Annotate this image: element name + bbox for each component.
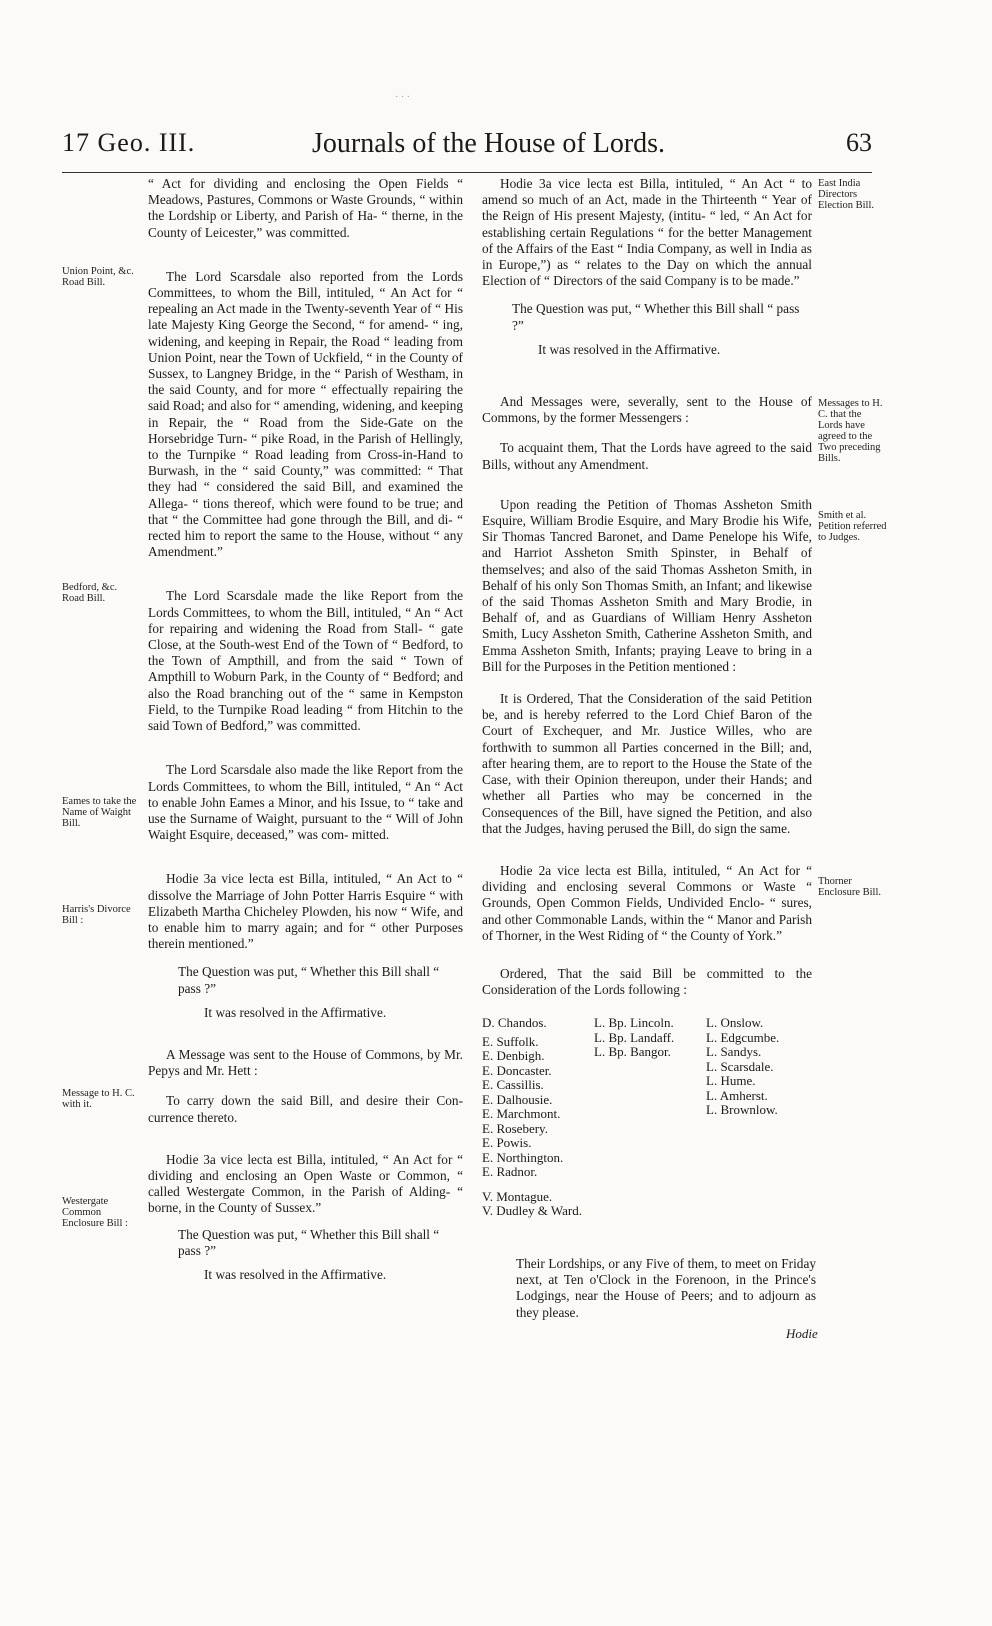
paragraph: Hodie 3a vice lecta est Billa, intituled, “ An Act to “ dissolve the Marriage of John Potter Harris Esquire “ with Elizabeth Martha Chicheley Plowden, his now “ Wife, and to enable him to marry again; and for “ other Purposes therein mentioned.”: [148, 871, 463, 952]
lords-column-2: [594, 1016, 674, 1060]
page-speckle: · · ·: [395, 92, 410, 103]
lord-name: L. Bp. Landaff.: [594, 1029, 675, 1045]
margin-note-harris: Harris's Divorce Bill :: [62, 904, 131, 926]
resolution-text: It was resolved in the Affirmative.: [204, 1266, 387, 1282]
lord-name: E. Powis.: [482, 1135, 532, 1150]
paragraph: Their Lordships, or any Five of them, to meet on Friday next, at Ten o'Clock in the Forenoon, in the Prince's Lodgings, near the House of Peers; and to adjourn as they please.: [516, 1256, 816, 1320]
paragraph: To carry down the said Bill, and desire their Con- currence thereto.: [148, 1093, 463, 1125]
lord-name: E. Radnor.: [482, 1164, 538, 1179]
right-column: [482, 176, 812, 1008]
question-text: The Question was put, “ Whether this Bill shall “ pass ?”: [178, 1226, 440, 1258]
margin-note-eames: Eames to take the Name of Waight Bill.: [62, 796, 137, 829]
margin-note-messages: Messages to H. C. that the Lords have agreed to the Two preceding Bills.: [818, 398, 883, 464]
running-title: Journals of the House of Lords.: [312, 128, 666, 159]
lord-name: E. Marchmont.: [482, 1106, 561, 1121]
paragraph: “ Act for dividing and enclosing the Open Fields “ Meadows, Pastures, Commons or Waste Grounds, “ within the Lordship or Liberty, and Parish of Ha- “ therne, in the County of Leicester,” was committed.: [148, 176, 463, 240]
lord-name: L. Onslow.: [706, 1015, 764, 1030]
catchword: Hodie: [786, 1326, 818, 1341]
regnal-year: 17 Geo. III.: [62, 128, 196, 157]
margin-note-smith: Smith et al. Petition referred to Judges.: [818, 510, 887, 543]
margin-note-thorner: Thorner Enclosure Bill.: [818, 876, 881, 898]
lord-name: E. Dalhousie.: [482, 1091, 553, 1107]
margin-note-union-point: Union Point, &c. Road Bill.: [62, 266, 134, 288]
paragraph: The Lord Scarsdale made the like Report from the Lords Committees, to whom the Bill, intituled, “ An “ Act for repairing and widening the Road from Stall- “ gate Close, at the South-west End of the Town of “ Bedford, to the Town of Ampthill, and from the said “ Town of Ampthill to Woburn Park, in the County of “ Bedford; and also the Road branching out of the “ same in Kempston Field, to the Turnpike Road leading “ from Hitchin to the said Town of Bedford,” was committed.: [148, 588, 463, 734]
lord-name: E. Cassillis.: [482, 1077, 544, 1092]
resolution-text: It was resolved in the Affirmative.: [538, 341, 721, 357]
lord-name: L. Amherst.: [706, 1087, 768, 1103]
paragraph: It is Ordered, That the Consideration of the said Petition be, and is hereby referred to the Lord Chief Baron of the Court of Exchequer, and Mr. Justice Willes, who are forthwith to summon all Parties concerned in the Bill; and, after hearing them, are to report to the House the State of the Case, with their Opinion thereupon, under their Hands; and whether all Parties who may be concerned in the Consequences of the Bill, have signed the Petition, and also that the Judges, having perused the Bill, do sign the same.: [482, 691, 812, 836]
lord-name: L. Scarsdale.: [706, 1058, 774, 1074]
lord-name: E. Northington.: [482, 1149, 564, 1165]
paragraph: The Lord Scarsdale also made the like Report from the Lords Committees, to whom the Bill, intituled, “ An “ Act to enable John Eames a Minor, and his Issue, to “ take and use the Surname of Waight, pursuant to the “ Will of John Waight Esquire, deceased,” was com- mitted.: [148, 762, 463, 843]
paragraph: A Message was sent to the House of Commons, by Mr. Pepys and Mr. Hett :: [148, 1046, 463, 1079]
lord-name: L. Hume.: [706, 1073, 756, 1088]
lord-name: L. Bp. Bangor.: [594, 1044, 671, 1059]
lord-name: E. Rosebery.: [482, 1120, 548, 1136]
lord-name: L. Edgcumbe.: [706, 1029, 780, 1045]
lord-name: E. Doncaster.: [482, 1062, 552, 1078]
paragraph: And Messages were, severally, sent to the House of Commons, by the former Messengers :: [482, 394, 812, 426]
page-header: [62, 128, 872, 173]
margin-note-westergate: Westergate Common Enclosure Bill :: [62, 1196, 128, 1229]
question-text: The Question was put, “ Whether this Bill shall “ pass ?”: [512, 301, 800, 333]
page-number: 63: [846, 128, 872, 157]
lord-name: L. Brownlow.: [706, 1102, 778, 1117]
lord-name: L. Sandys.: [706, 1044, 762, 1059]
paragraph: Hodie 3a vice lecta est Billa, intituled, “ An Act for “ dividing and enclosing an Open Waste or Common, “ called Westergate Common, in the Parish of Alding- “ borne, in the County of Sussex.”: [148, 1151, 463, 1216]
lords-column-1: [482, 1016, 582, 1219]
paragraph: Hodie 3a vice lecta est Billa, intituled, “ An Act “ to amend so much of an Act, made in the Thirteenth “ Year of the Reign of His present Majesty, (intitu- “ led, “ An Act for establishing certain Regulations “ for the better Management of the Affairs of the East “ India Company, as well in India as in Europe,”) as “ relates to the Day on which the annual Election of “ Directors of the said Company is to be made.”: [482, 176, 812, 289]
paragraph: The Lord Scarsdale also reported from the Lords Committees, to whom the Bill, intituled, “ An Act for “ repealing an Act made in the Twenty-seventh Year of “ His late Majesty King George the Second, “ for amend- “ ing, widening, and keeping in Repair, the Road “ leading from Union Point, near the Town of Uckfield, “ in the County of Sussex, to Langney Bridge, in the “ Parish of Westham, in the said County, and for more “ effectually repairing the said Road; and also for “ amending, widening, and keeping in Repair, the “ Road from the Side-Gate on the Horsebridge Turn- “ pike Road, in the Parish of Hellingly, to the Turnpike “ Road leading from Cross-in-Hand to Burwash, in the “ said County,” was committed: “ That they had “ considered the said Bill, and examined the Allega- “ tions thereof, which were found to be true; and that “ the Committee had gone through the Bill, and di- “ rected him to report the same to the House, without “ any Amendment.”: [148, 268, 463, 560]
margin-note-bedford: Bedford, &c. Road Bill.: [62, 582, 118, 604]
paragraph: To acquaint them, That the Lords have agreed to the said Bills, without any Amendment.: [482, 440, 812, 472]
resolution-text: It was resolved in the Affirmative.: [204, 1004, 387, 1020]
left-column: [148, 176, 463, 1297]
lord-name: D. Chandos.: [482, 1015, 547, 1030]
paragraph: Upon reading the Petition of Thomas Assheton Smith Esquire, William Brodie Esquire, and Mary Brodie his Wife, Sir Thomas Tancred Baronet, and Dame Penelope his Wife, and Harriot Assheton Smith Spinster, in Behalf of themselves; and also of the said Thomas Assheton Smith, in Behalf of his only Son Thomas Smith, an Infant; and likewise of the said Thomas Assheton Smith and Mary Brodie, in Behalf of, and as Guardians of William Henry Assheton Smith, Lucy Assheton Smith, Catherine Assheton Smith, and Emma Assheton Smith, Infants; praying Leave to bring in a Bill for the Purposes in the Petition mentioned :: [482, 496, 812, 674]
lord-name: E. Denbigh.: [482, 1048, 545, 1063]
margin-note-east-india: East India Directors Election Bill.: [818, 178, 874, 211]
lord-name: V. Dudley & Ward.: [482, 1203, 582, 1218]
lords-column-3: [706, 1016, 779, 1118]
margin-note-message: Message to H. C. with it.: [62, 1088, 135, 1110]
paragraph: Hodie 2a vice lecta est Billa, intituled, “ An Act for “ dividing and enclosing several Commons or Waste “ Grounds, Open Common Fields, Undivided Enclo- “ sures, and other Commonable Lands, within the “ Manor and Parish of Thorner, in the West Riding of “ the County of York.”: [482, 862, 812, 943]
lord-name: E. Suffolk.: [482, 1033, 539, 1049]
meeting-paragraph: [516, 1256, 816, 1331]
lord-name: V. Montague.: [482, 1188, 553, 1204]
paragraph: Ordered, That the said Bill be committed to the Consideration of the Lords following :: [482, 965, 812, 998]
question-text: The Question was put, “ Whether this Bill shall “ pass ?”: [178, 964, 440, 996]
lord-name: L. Bp. Lincoln.: [594, 1015, 674, 1030]
